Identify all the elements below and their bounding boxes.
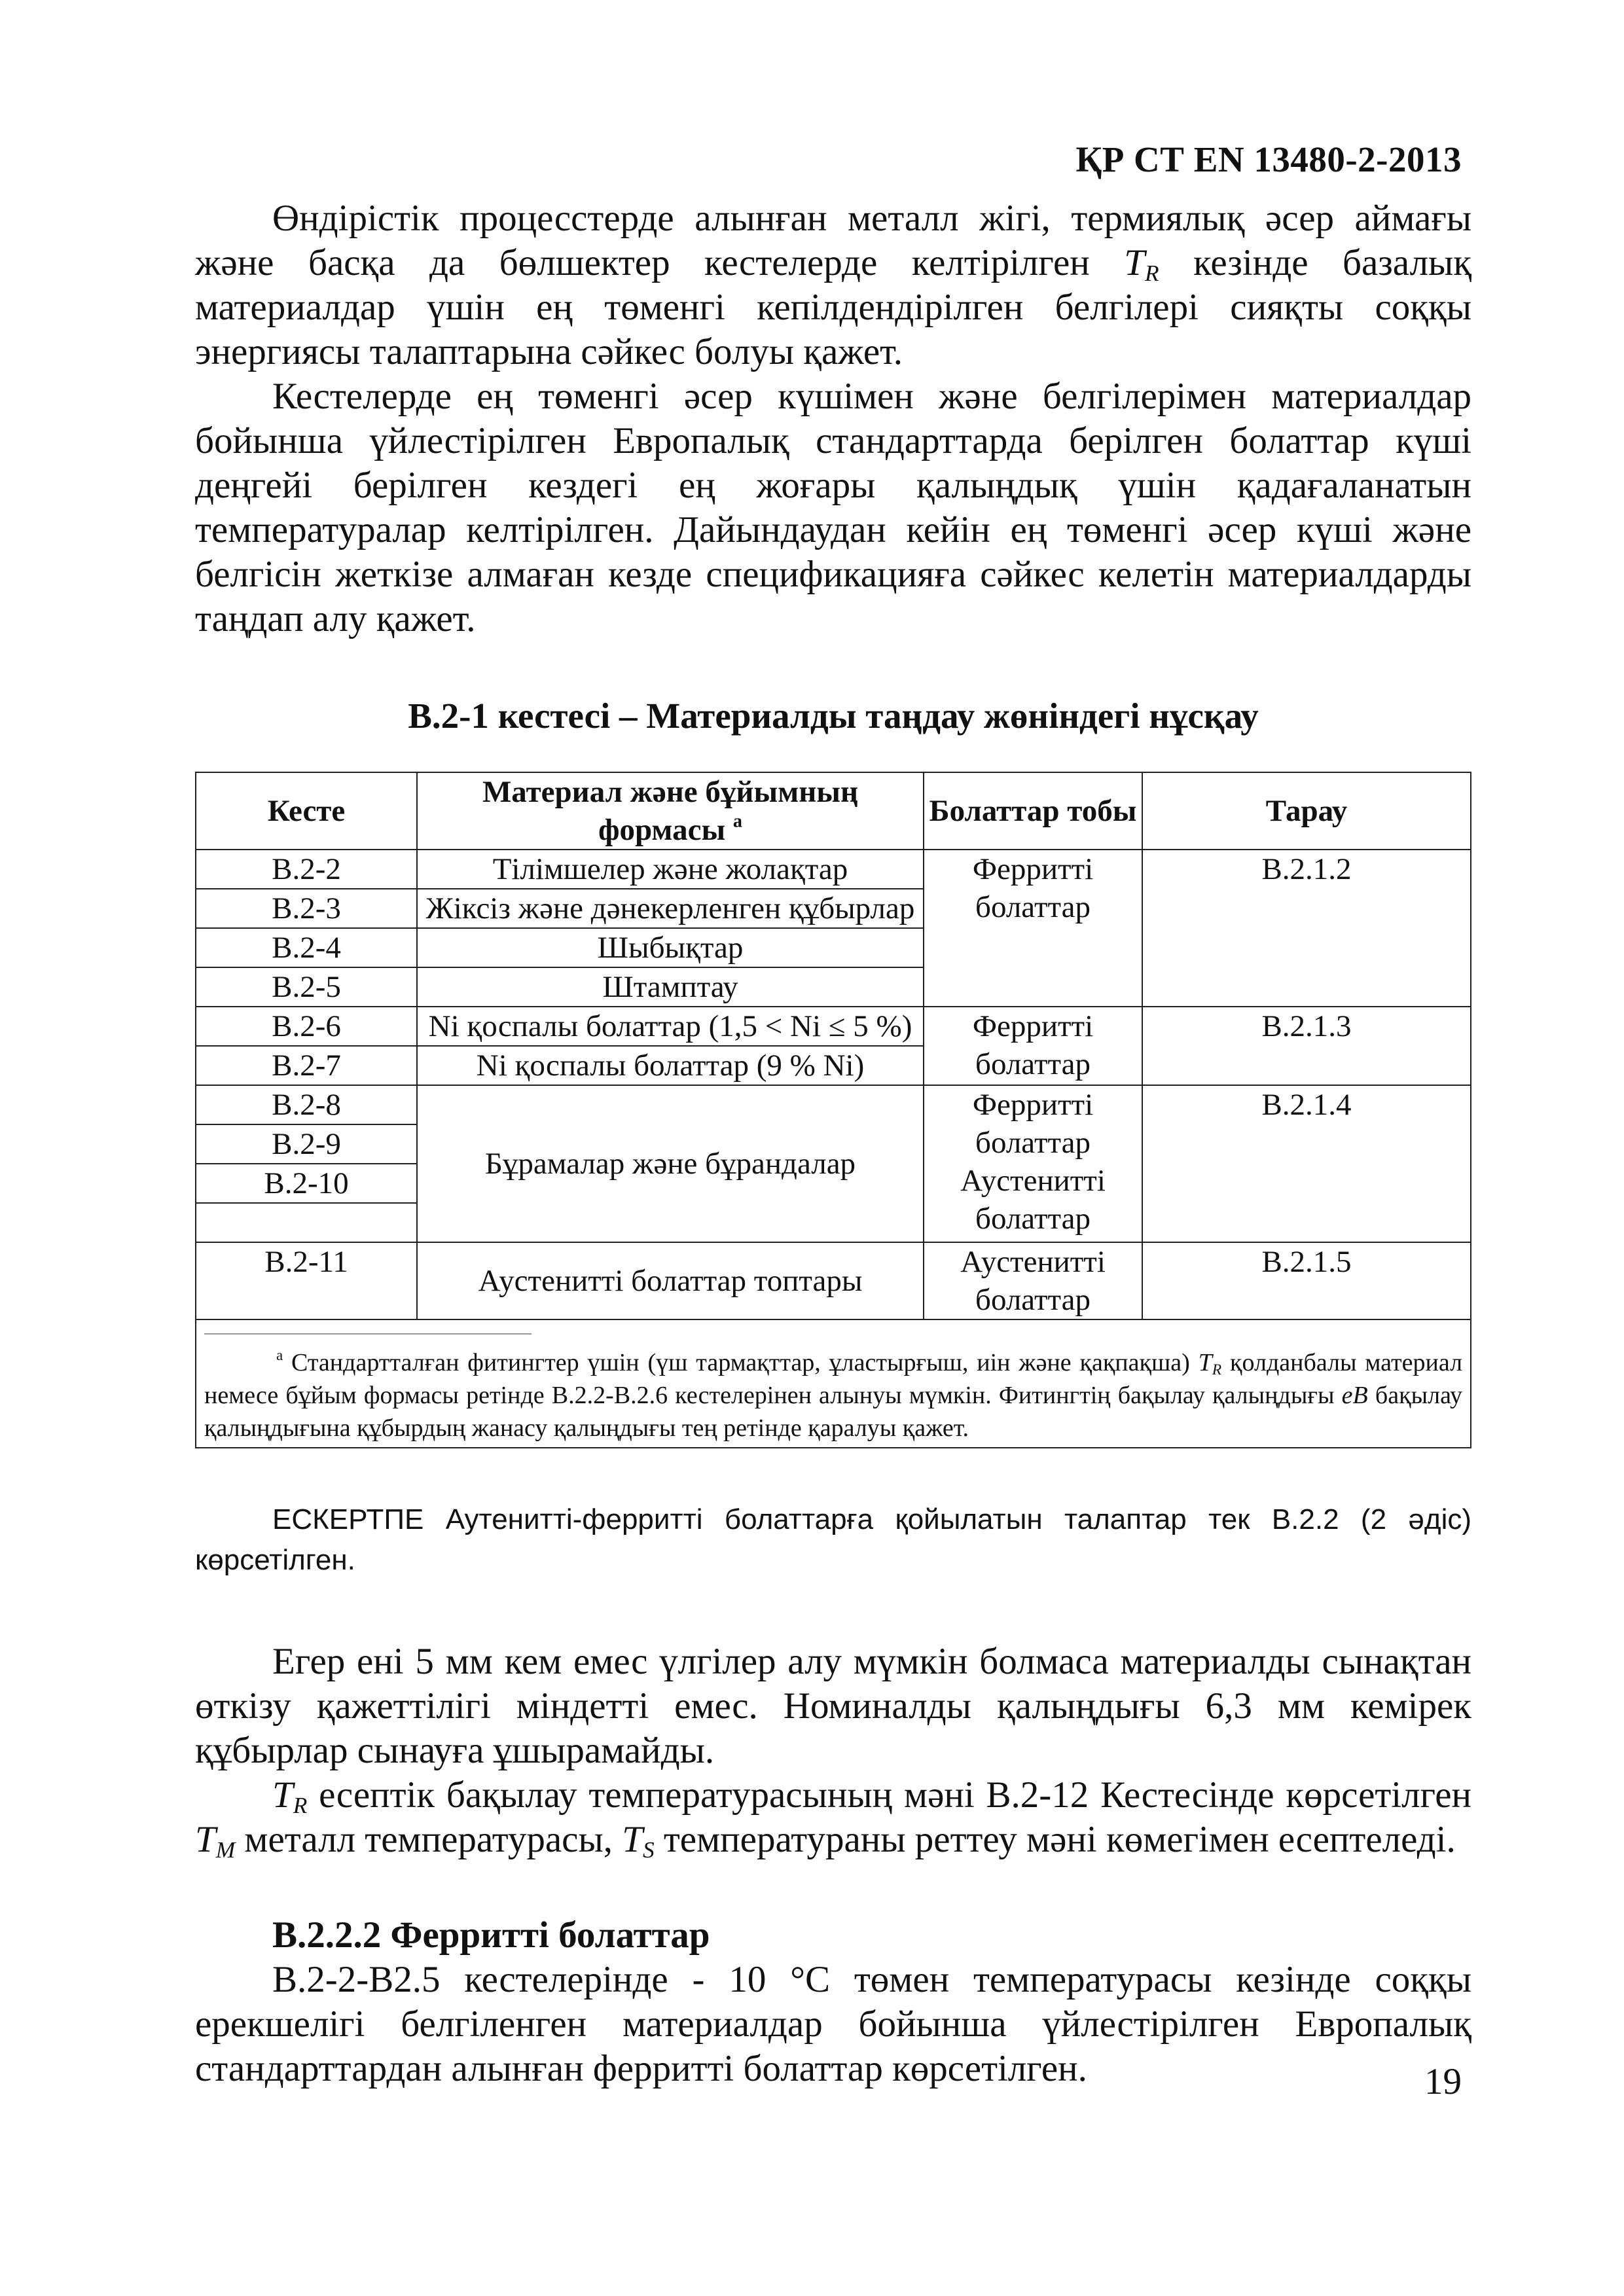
paragraph-4: $T_R$ есептік бақылау температурасының мәні В.2-12 Кестесінде көрсетілген $T_M$ металл температурасы, $T_S$ температураны реттеу мәні көмегімен есептеледі. (195, 1774, 1471, 1863)
table-row (196, 1242, 1471, 1319)
cell-table: В.2-9 (196, 1124, 417, 1164)
cell-material: Тілімшелер және жолақтар (417, 850, 924, 889)
cell-material: Жіксіз және дәнекерленген құбырлар (417, 889, 924, 928)
footnote-divider (204, 1333, 532, 1335)
cell-table: В.2-5 (196, 967, 417, 1007)
cell-group: Ферритті болаттар Аустенитті болаттар (924, 1085, 1142, 1242)
col-header-material: Материал және бұйымның формасы $^a$ (417, 772, 924, 850)
col-header-group: Болаттар тобы (924, 772, 1142, 850)
cell-material: Штамптау (417, 967, 924, 1007)
cell-table: В.2-8 (196, 1085, 417, 1124)
intro-paragraph-2: Кестелерде ең төменгі әсер күшімен және белгілерімен материалдар бойынша үйлестірілген Европалық стандарттарда берілген болаттар күші деңгейі берілген кездегі ең жоғары қалыңдық үшін қадағаланатын температуралар келтірілген. Дайындаудан кейін ең төменгі әсер күші және белгісін жеткізе алмаған кезде спецификацияға сәйкес келетін материалдарды таңдап алу қажет. (195, 376, 1471, 639)
footnote-text: $^a$ Стандартталған фитингтер үшін (үш тармақттар, ұластырғыш, иін және қақпақша) $T_R$ қолданбалы материал немесе бұйым формасы ретінде В.2.2-В.2.6 кестелерінен алынуы мүмкін. Фитингтің бақылау қалыңдығы eB бақылау қалыңдығына құбырдың жанасу қалыңдығы тең ретінде қаралуы қажет. (204, 1347, 1463, 1442)
cell-section: В.2.1.4 (1142, 1085, 1471, 1242)
table-header-row (196, 772, 1471, 850)
paragraph-3: Егер ені 5 мм кем емес үлгілер алу мүмкін болмаса материалды сынақтан өткізу қажеттілігі міндетті емес. Номиналды қалыңдығы 6,3 мм кемірек құбырлар сынауға ұшырамайды. (195, 1641, 1471, 1771)
material-selection-table (195, 772, 1471, 1448)
document-standard-header: ҚР СТ EN 13480-2-2013 (1075, 139, 1462, 179)
col-header-section: Тарау (1142, 772, 1471, 850)
section-heading: В.2.2.2 Ферритті болаттар (272, 1914, 710, 1956)
cell-material: Ni қоспалы болаттар (1,5 < Ni ≤ 5 %) (417, 1007, 924, 1046)
cell-table: В.2-4 (196, 928, 417, 967)
note-paragraph: ЕСКЕРТПЕ Аутенитті-ферритті болаттарға қойылатын талаптар тек В.2.2 (2 әдіс) көрсетілген. (195, 1503, 1471, 1576)
section-paragraph: В.2-2-В2.5 кестелерінде - 10 °С төмен температурасы кезінде соққы ерекшелігі белгіленген материалдар бойынша үйлестірілген Европалық стандарттардан алынған ферритті болаттар көрсетілген. (195, 1959, 1471, 2089)
cell-table: В.2-7 (196, 1046, 417, 1085)
table-footnote-row (196, 1319, 1471, 1448)
cell-table: В.2-2 (196, 850, 417, 889)
cell-group: Ферритті болаттар (924, 1007, 1142, 1085)
cell-group: Аустенитті болаттар (924, 1242, 1142, 1319)
cell-section: В.2.1.2 (1142, 850, 1471, 1007)
table-row (196, 850, 1471, 889)
table-footnote (196, 1319, 1471, 1448)
cell-material: Ni қоспалы болаттар (9 % Ni) (417, 1046, 924, 1085)
page-content (195, 196, 1471, 2091)
cell-section: В.2.1.3 (1142, 1007, 1471, 1085)
cell-section: В.2.1.5 (1142, 1242, 1471, 1319)
cell-table: В.2-11 (196, 1242, 417, 1319)
page-number: 19 (1424, 2061, 1462, 2102)
cell-material: Аустенитті болаттар топтары (417, 1242, 924, 1319)
table-row (196, 1007, 1471, 1046)
cell-table: В.2-3 (196, 889, 417, 928)
cell-table: В.2-6 (196, 1007, 417, 1046)
intro-paragraph-1: Өндірістік процесстерде алынған металл жігі, термиялық әсер аймағы және басқа да бөлшектер кестелерде келтірілген $T_R$ кезінде базалық материалдар үшін ең төменгі кепілдендірілген белгілері сияқты соққы энергиясы талаптарына сәйкес болуы қажет. (195, 198, 1472, 372)
cell-group: Ферритті болаттар (924, 850, 1142, 1007)
cell-table: В.2-10 (196, 1164, 417, 1203)
col-header-table: Кесте (196, 772, 417, 850)
table-row (196, 1085, 1471, 1124)
cell-material: Шыбықтар (417, 928, 924, 967)
table-title: В.2-1 кестесі – Материалды таңдау жөніндегі нұсқау (408, 696, 1259, 736)
tr-symbol: $T_R$ (1124, 242, 1159, 286)
cell-table-spacer (196, 1203, 417, 1242)
cell-material: Бұрамалар және бұрандалар (417, 1085, 924, 1242)
